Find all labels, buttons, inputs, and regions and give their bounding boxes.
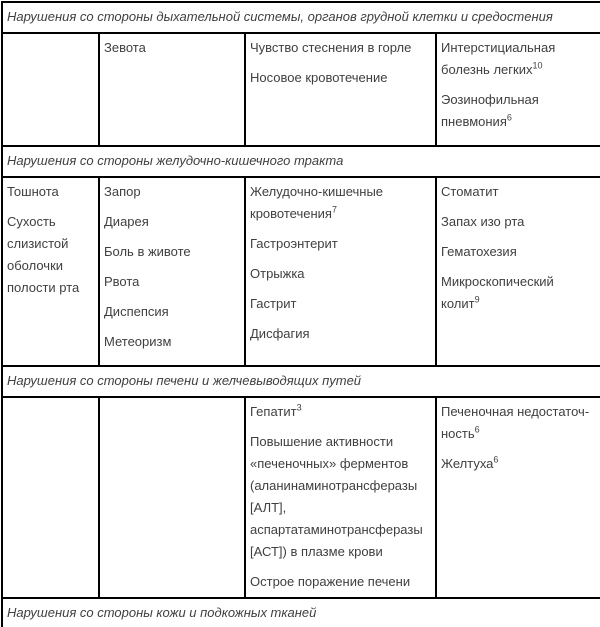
reaction-term [441, 453, 595, 475]
reaction-term-text: Метеоризм [104, 334, 172, 349]
frequency-cell [2, 177, 99, 366]
frequency-cell [99, 177, 245, 366]
reaction-term-text: Гастроэнтерит [250, 236, 338, 251]
reaction-term-text: Интерстициальная болезнь легких [441, 40, 556, 77]
reaction-term [104, 181, 239, 203]
reaction-term [104, 301, 239, 323]
frequency-cell [99, 33, 245, 146]
section-header-row [2, 366, 600, 397]
frequency-cell [99, 397, 245, 598]
reaction-term [441, 37, 595, 81]
reaction-term [441, 401, 595, 445]
reaction-term-text: Дисфагия [250, 326, 310, 341]
reaction-term-text: Боль в животе [104, 244, 191, 259]
section-header-label: Нарушения со стороны печени и желчевыводящих путей [2, 366, 600, 397]
frequency-cell [436, 33, 600, 146]
table-row [2, 397, 600, 598]
frequency-cell [245, 33, 436, 146]
section-header-row [2, 146, 600, 177]
reaction-term-text: Острое поражение печени [250, 574, 411, 589]
reaction-term-text: Гепатит [250, 404, 297, 419]
reaction-term [7, 211, 93, 299]
reaction-term [7, 181, 93, 203]
reaction-term [250, 181, 430, 225]
reaction-term-text: Зевота [104, 40, 146, 55]
reaction-term-text: Эозинофильная пневмония [441, 92, 539, 129]
reaction-term-text: Гастрит [250, 296, 297, 311]
reaction-term [441, 241, 595, 263]
reaction-term-text: Диарея [104, 214, 149, 229]
reaction-term-text: Микроскопический колит [441, 274, 554, 311]
reaction-term [104, 37, 239, 59]
reaction-term [104, 271, 239, 293]
reaction-term-text: Желтуха [441, 456, 494, 471]
reaction-term [104, 241, 239, 263]
footnote-reference: 9 [474, 294, 480, 305]
reaction-term-text: Рвота [104, 274, 140, 289]
table-row [2, 177, 600, 366]
table-row [2, 33, 600, 146]
frequency-cell [2, 33, 99, 146]
footnote-reference: 6 [493, 454, 499, 465]
reaction-term [441, 271, 595, 315]
reaction-term-text: Гематохезия [441, 244, 517, 259]
section-header-label: Нарушения со стороны кожи и подкожных тканей [2, 598, 600, 627]
reaction-term [250, 431, 430, 563]
reaction-term-text: Стоматит [441, 184, 499, 199]
reaction-term-text: Чувство стеснения в горле [250, 40, 412, 55]
frequency-cell [2, 397, 99, 598]
reaction-term [250, 263, 430, 285]
reaction-term-text: Сухость слизистой оболочки полости рта [7, 214, 80, 295]
reaction-term [441, 211, 595, 233]
footnote-reference: 6 [506, 112, 512, 123]
reaction-term [250, 37, 430, 59]
section-header-row [2, 2, 600, 33]
reaction-term [250, 233, 430, 255]
footnote-reference: 3 [296, 402, 302, 413]
reaction-term [441, 181, 595, 203]
reaction-term-text: Тошнота [7, 184, 59, 199]
adverse-reactions-table [1, 1, 600, 627]
frequency-cell [245, 397, 436, 598]
reaction-term [441, 89, 595, 133]
reaction-term-text: Печеночная недостаточ-​ность [441, 404, 590, 441]
section-header-label: Нарушения со стороны дыхательной системы, органов грудной клетки и средостения [2, 2, 600, 33]
reaction-term [250, 67, 430, 89]
frequency-cell [436, 177, 600, 366]
reaction-term-text: Запор [104, 184, 141, 199]
reaction-term-text: Отрыжка [250, 266, 305, 281]
footnote-reference: 6 [474, 424, 480, 435]
section-header-row [2, 598, 600, 627]
frequency-cell [436, 397, 600, 598]
reaction-term [250, 323, 430, 345]
section-header-label: Нарушения со стороны желудочно-кишечного тракта [2, 146, 600, 177]
reaction-term-text: Повышение активности «печеночных» ферментов (аланинаминотрансферазы [АЛТ], аспартатаминотрансферазы [АСТ]) в плазме крови [250, 434, 423, 559]
reaction-term [250, 293, 430, 315]
reaction-term [104, 211, 239, 233]
footnote-reference: 7 [331, 204, 337, 215]
reaction-term [104, 331, 239, 353]
reaction-term-text: Носовое кровотечение [250, 70, 388, 85]
reaction-term-text: Желудочно-кишечные кровотечения [250, 184, 384, 221]
reaction-term-text: Запах изо рта [441, 214, 525, 229]
adverse-reactions-table-body [2, 2, 600, 627]
footnote-reference: 10 [532, 60, 543, 71]
reaction-term-text: Диспепсия [104, 304, 169, 319]
reaction-term [250, 401, 430, 423]
frequency-cell [245, 177, 436, 366]
reaction-term [250, 571, 430, 593]
